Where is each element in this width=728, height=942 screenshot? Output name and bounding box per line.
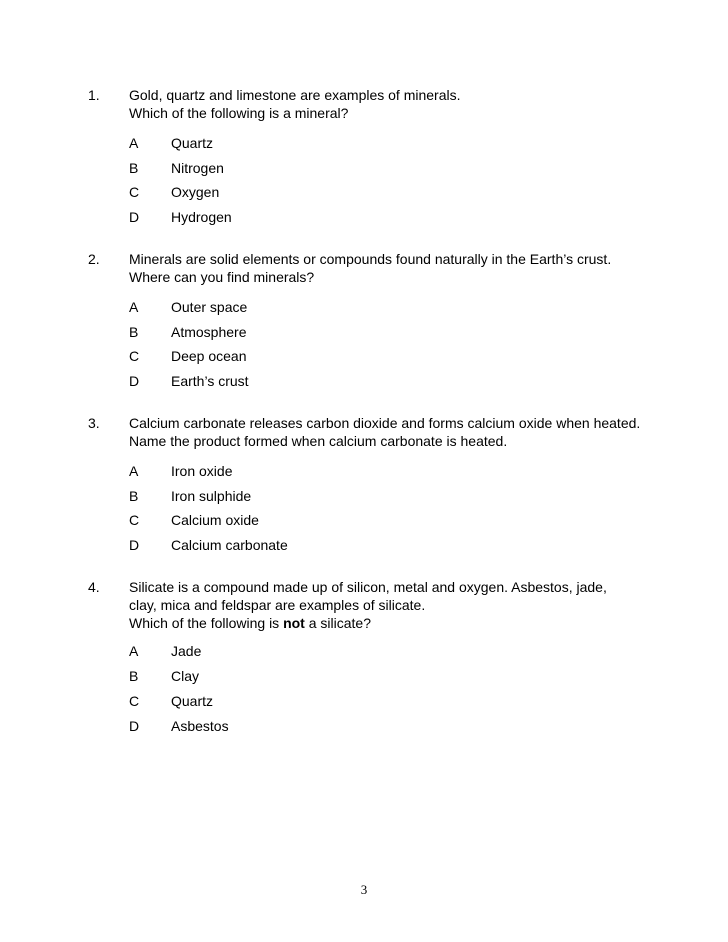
option-text: Clay bbox=[171, 668, 200, 684]
option-text: Nitrogen bbox=[171, 160, 224, 176]
option-text: Jade bbox=[171, 643, 202, 659]
question-number: 2. bbox=[88, 251, 100, 267]
option-text: Earth’s crust bbox=[171, 373, 249, 389]
stem-line: Calcium carbonate releases carbon dioxide and forms calcium oxide when heated. bbox=[129, 415, 641, 431]
option-letter: D bbox=[129, 718, 140, 734]
stem-line: Which of the following is a mineral? bbox=[129, 105, 349, 121]
option-c bbox=[0, 347, 728, 365]
option-letter: C bbox=[129, 184, 140, 200]
stem-emphasis: not bbox=[283, 615, 305, 631]
option-text: Asbestos bbox=[171, 718, 229, 734]
option-c bbox=[0, 511, 728, 529]
option-letter: B bbox=[129, 488, 139, 504]
option-text: Calcium carbonate bbox=[171, 537, 288, 553]
option-text: Quartz bbox=[171, 135, 214, 151]
stem-line: Minerals are solid elements or compounds found naturally in the Earth’s crust. bbox=[129, 251, 612, 267]
stem-line: Silicate is a compound made up of silicon, metal and oxygen. Asbestos, jade, bbox=[129, 579, 607, 595]
question-stem bbox=[129, 250, 689, 286]
stem-line: Gold, quartz and limestone are examples of minerals. bbox=[129, 87, 461, 103]
option-b bbox=[0, 159, 728, 177]
option-letter: C bbox=[129, 693, 140, 709]
question-stem bbox=[129, 86, 689, 122]
option-a bbox=[0, 134, 728, 152]
question-number: 3. bbox=[88, 415, 100, 431]
stem-line: clay, mica and feldspar are examples of silicate. bbox=[129, 597, 426, 613]
option-c bbox=[0, 183, 728, 201]
option-d bbox=[0, 717, 728, 735]
option-letter: A bbox=[129, 299, 139, 315]
option-letter: B bbox=[129, 668, 139, 684]
option-letter: C bbox=[129, 348, 140, 364]
question-number: 4. bbox=[88, 579, 100, 595]
option-letter: A bbox=[129, 135, 139, 151]
stem-text: Which of the following is bbox=[129, 615, 284, 631]
option-text: Iron oxide bbox=[171, 463, 233, 479]
option-a bbox=[0, 298, 728, 316]
option-letter: B bbox=[129, 324, 139, 340]
option-letter: A bbox=[129, 463, 139, 479]
option-d bbox=[0, 536, 728, 554]
option-text: Quartz bbox=[171, 693, 214, 709]
question-stem bbox=[129, 578, 689, 632]
option-text: Iron sulphide bbox=[171, 488, 252, 504]
option-letter: A bbox=[129, 643, 139, 659]
stem-line bbox=[129, 614, 689, 632]
stem-text: a silicate? bbox=[304, 615, 371, 631]
option-b bbox=[0, 667, 728, 685]
stem-line: Where can you find minerals? bbox=[129, 269, 315, 285]
option-letter: B bbox=[129, 160, 139, 176]
option-b bbox=[0, 487, 728, 505]
option-text: Atmosphere bbox=[171, 324, 247, 340]
option-letter: D bbox=[129, 209, 140, 225]
option-d bbox=[0, 208, 728, 226]
option-a bbox=[0, 462, 728, 480]
option-c bbox=[0, 692, 728, 710]
option-text: Oxygen bbox=[171, 184, 220, 200]
option-text: Calcium oxide bbox=[171, 512, 259, 528]
page-number: 3 bbox=[360, 882, 368, 897]
option-letter: C bbox=[129, 512, 140, 528]
option-letter: D bbox=[129, 373, 140, 389]
option-letter: D bbox=[129, 537, 140, 553]
option-d bbox=[0, 372, 728, 390]
option-text: Deep ocean bbox=[171, 348, 247, 364]
question-stem bbox=[129, 414, 689, 450]
option-b bbox=[0, 323, 728, 341]
option-a bbox=[0, 642, 728, 660]
option-text: Outer space bbox=[171, 299, 248, 315]
option-text: Hydrogen bbox=[171, 209, 232, 225]
stem-line: Name the product formed when calcium carbonate is heated. bbox=[129, 433, 508, 449]
question-number: 1. bbox=[88, 87, 100, 103]
